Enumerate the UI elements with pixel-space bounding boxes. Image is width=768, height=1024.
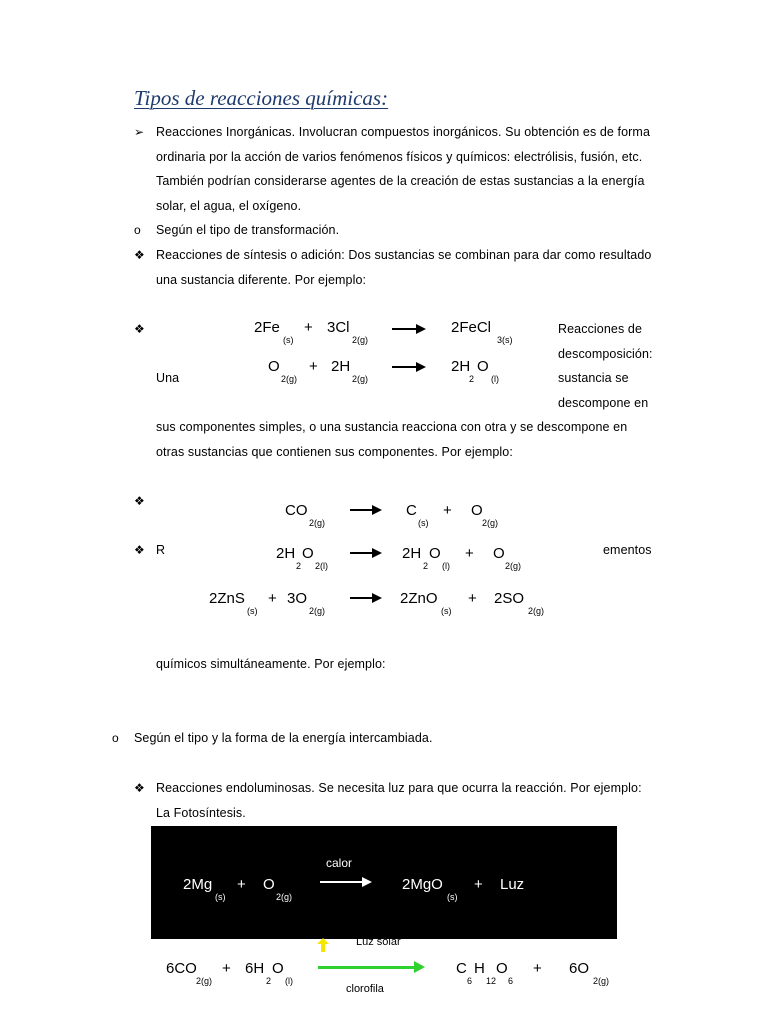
- para-line: Reacciones de síntesis o adición: Dos sustancias se combinan para dar como resultado: [156, 248, 652, 262]
- para-line: ordinaria por la acción de varios fenómenos físicos y químicos: electrólisis, fusión, etc.: [156, 150, 643, 164]
- eq-condition-label: Luz solar: [356, 936, 401, 948]
- eq-term: O: [429, 545, 441, 562]
- eq-condition-label: clorofila: [346, 983, 384, 995]
- circle-bullet-icon: o: [134, 223, 141, 237]
- para-line: Una: [156, 371, 180, 385]
- para-line: sus componentes simples, o una sustancia reacciona con otra y se descompone en: [156, 420, 628, 434]
- para-line: descompone en: [558, 396, 649, 410]
- eq-subscript: 2(g): [276, 892, 293, 902]
- eq-term: 3Cl: [327, 319, 350, 336]
- eq-subscript: (s): [447, 892, 458, 902]
- eq-subscript: (l): [491, 374, 499, 384]
- eq-term: C: [406, 502, 417, 519]
- para-line: Reacciones Inorgánicas. Involucran compuestos inorgánicos. Su obtención es de forma: [156, 125, 650, 139]
- eq-subscript: 2(g): [593, 976, 610, 986]
- eq-plus: +: [474, 876, 483, 893]
- eq-term: O: [496, 960, 508, 977]
- eq-subscript: (l): [442, 561, 450, 571]
- eq-subscript: 2(g): [196, 976, 213, 986]
- sun-icon: [317, 938, 329, 952]
- circle-bullet-icon: o: [112, 731, 119, 745]
- diamond-bullet-icon: ❖: [134, 322, 145, 336]
- eq-term: H: [474, 960, 485, 977]
- eq-plus: +: [443, 502, 452, 519]
- eq-term: 6H: [245, 960, 265, 977]
- eq-term: 6O: [569, 960, 590, 977]
- reaction-arrow-icon: [318, 966, 422, 969]
- equation-image-mgo: [151, 826, 617, 939]
- eq-term: 2FeCl: [451, 319, 492, 336]
- eq-subscript: 2(g): [309, 606, 326, 616]
- para-line: También podrían considerarse agentes de la creación de estas sustancias a la energía: [156, 174, 645, 188]
- section-heading: Según el tipo de transformación.: [156, 223, 340, 237]
- eq-subscript: 2: [266, 976, 272, 986]
- reaction-arrow-icon: [350, 597, 380, 599]
- eq-term: 2Fe: [254, 319, 280, 336]
- eq-term: O: [302, 545, 314, 562]
- eq-subscript: 2(l): [315, 561, 328, 571]
- diamond-bullet-icon: ❖: [134, 543, 145, 557]
- eq-plus: +: [304, 319, 313, 336]
- eq-subscript: 2(g): [505, 561, 522, 571]
- eq-subscript: 2(g): [352, 374, 369, 384]
- eq-plus: +: [468, 590, 477, 607]
- page-title: Tipos de reacciones químicas:: [134, 86, 389, 110]
- eq-term: C: [456, 960, 467, 977]
- eq-subscript: (s): [418, 518, 429, 528]
- reaction-arrow-icon: [392, 366, 424, 368]
- para-line: una sustancia diferente. Por ejemplo:: [156, 273, 367, 287]
- eq-plus: +: [222, 960, 231, 977]
- diamond-bullet-icon: ❖: [134, 248, 145, 262]
- eq-plus: +: [268, 590, 277, 607]
- eq-plus: +: [533, 960, 542, 977]
- eq-term: O: [471, 502, 483, 519]
- eq-condition-label: calor: [326, 856, 353, 870]
- reaction-arrow-icon: [350, 509, 380, 511]
- eq-subscript: 2: [423, 561, 429, 571]
- eq-term: O: [493, 545, 505, 562]
- eq-term: 2H: [451, 358, 471, 375]
- eq-term: Luz: [500, 876, 525, 893]
- eq-subscript: (s): [215, 892, 226, 902]
- eq-subscript: 2(g): [352, 335, 369, 345]
- eq-plus: +: [237, 876, 246, 893]
- eq-term: 2ZnO: [400, 590, 438, 607]
- arrow-bullet-icon: ➢: [134, 125, 145, 139]
- partial-text: R: [156, 543, 165, 557]
- section-heading: Según el tipo y la forma de la energía intercambiada.: [134, 731, 433, 745]
- eq-subscript: 2(g): [281, 374, 298, 384]
- para-line: otras sustancias que contienen sus componentes. Por ejemplo:: [156, 445, 513, 459]
- eq-term: 2Mg: [183, 876, 213, 893]
- eq-plus: +: [465, 545, 474, 562]
- reaction-arrow-icon: [392, 328, 424, 330]
- reaction-arrow-icon: [320, 881, 370, 883]
- eq-subscript: 3(s): [497, 335, 513, 345]
- eq-subscript: 2(g): [528, 606, 545, 616]
- para-line: solar, el agua, el oxígeno.: [156, 199, 302, 213]
- para-line: sustancia se: [558, 371, 629, 385]
- diamond-bullet-icon: ❖: [134, 494, 145, 508]
- eq-term: 2ZnS: [209, 590, 245, 607]
- partial-text: ementos: [603, 543, 652, 557]
- diamond-bullet-icon: ❖: [134, 781, 145, 795]
- eq-term: 6CO: [166, 960, 197, 977]
- eq-term: 2H: [331, 358, 351, 375]
- para-line: químicos simultáneamente. Por ejemplo:: [156, 657, 386, 671]
- eq-subscript: 2(g): [482, 518, 499, 528]
- eq-subscript: 6: [508, 976, 514, 986]
- eq-term: 2H: [276, 545, 296, 562]
- eq-subscript: 2(g): [309, 518, 326, 528]
- eq-term: O: [477, 358, 489, 375]
- eq-term: O: [268, 358, 280, 375]
- eq-term: O: [272, 960, 284, 977]
- para-line: Reacciones de: [558, 322, 642, 336]
- para-line: Reacciones endoluminosas. Se necesita luz para que ocurra la reacción. Por ejemplo:: [156, 781, 642, 795]
- eq-subscript: (s): [283, 335, 294, 345]
- reaction-arrow-icon: [350, 552, 380, 554]
- eq-subscript: 2: [469, 374, 475, 384]
- eq-subscript: (s): [441, 606, 452, 616]
- eq-term: 2SO: [494, 590, 525, 607]
- eq-term: CO: [285, 502, 308, 519]
- eq-term: O: [263, 876, 275, 893]
- eq-term: 3O: [287, 590, 308, 607]
- eq-subscript: (l): [285, 976, 293, 986]
- eq-term: 2MgO: [402, 876, 443, 893]
- eq-plus: +: [309, 358, 318, 375]
- eq-subscript: 12: [486, 976, 497, 986]
- eq-subscript: 6: [467, 976, 473, 986]
- eq-subscript: (s): [247, 606, 258, 616]
- para-line: descomposición:: [558, 347, 653, 361]
- para-line: La Fotosíntesis.: [156, 806, 246, 820]
- eq-term: 2H: [402, 545, 422, 562]
- eq-subscript: 2: [296, 561, 302, 571]
